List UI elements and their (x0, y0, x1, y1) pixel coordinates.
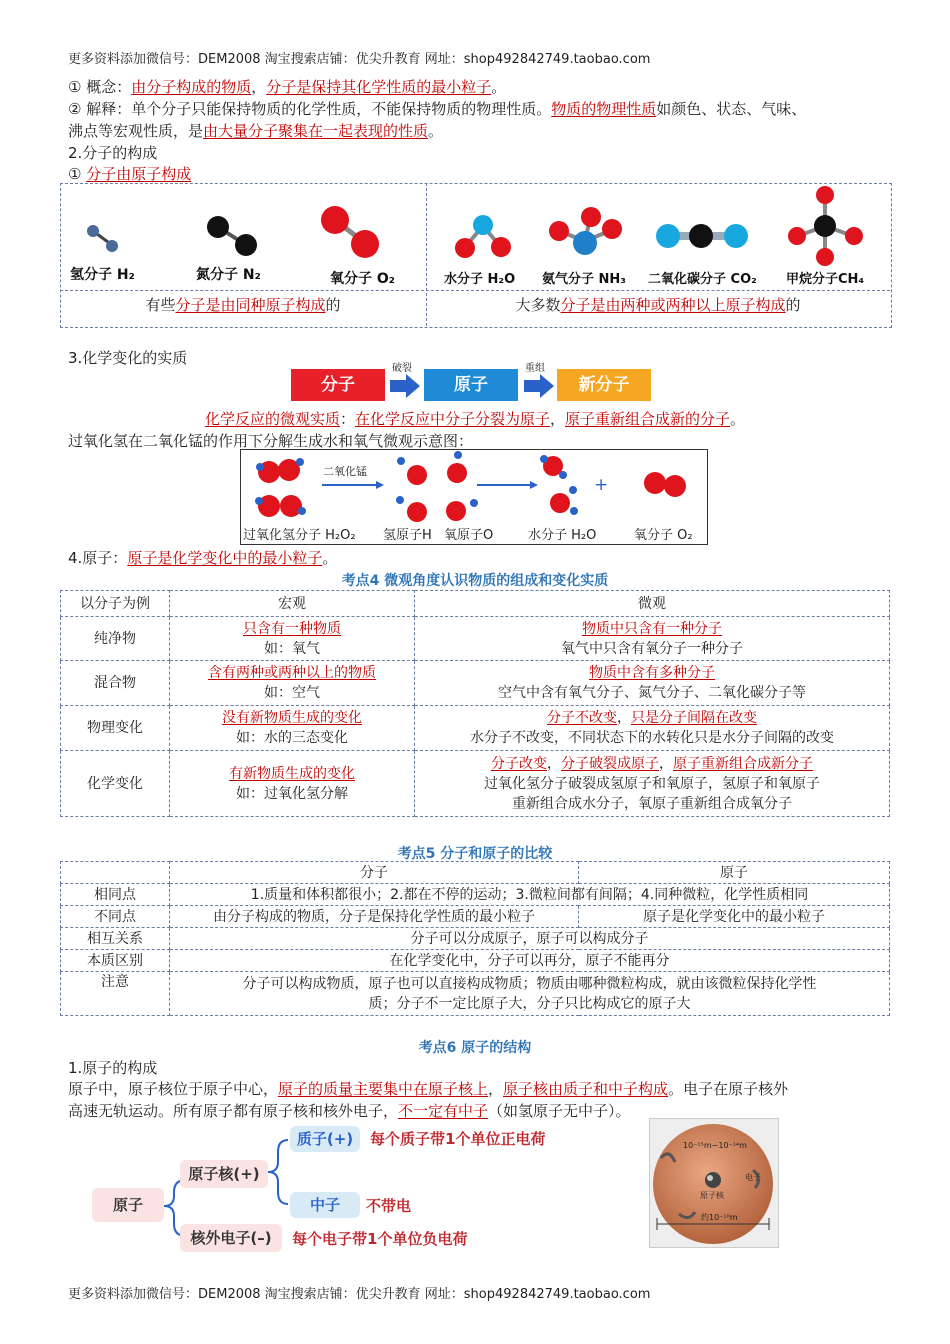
t4-micro-cell (415, 751, 890, 817)
explain-underlined-2: 由大量分子聚集在一起表现的性质 (203, 122, 429, 140)
t4-micro-cell (415, 706, 890, 751)
mol-right-underlined: 分子是由两种或两种以上原子构成 (560, 296, 786, 314)
t5-span-line-1: 分子可以构成物质，原子也可以直接构成物质；物质由哪种微粒构成，就由该微粒保持化学性 (242, 975, 817, 992)
section-6-subtitle: 1.原子的构成 (68, 1059, 158, 1077)
section-2-point (68, 164, 191, 184)
t4-macro-u: 只含有一种物质 (243, 620, 341, 637)
table-row (61, 751, 890, 817)
h2o2-molecule-2-icon (255, 495, 306, 517)
t5-header-1: 分子 (170, 862, 579, 884)
t4-header-0: 以分子为例 (61, 591, 170, 617)
essence-end: 。 (730, 410, 746, 428)
proton-box: 质子(+) (290, 1126, 360, 1152)
mol-left-post: 的 (325, 296, 341, 314)
section-4-line (68, 548, 337, 568)
essence-sep: ： (339, 410, 355, 428)
t5-atom-cell: 原子是化学变化中的最小粒子 (579, 906, 890, 928)
flow-new-molecule-box: 新分子 (557, 369, 651, 401)
water-molecules-icon (540, 455, 578, 515)
t5-row-name: 不同点 (61, 906, 170, 928)
mol-right-post: 的 (785, 296, 801, 314)
t5-span-cell: 分子可以分成原子，原子可以构成分子 (170, 928, 890, 950)
explain-line-1 (68, 99, 806, 119)
t4-macro-u: 含有两种或两种以上的物质 (208, 665, 376, 681)
electron-note: 每个电子带1个单位负电荷 (292, 1230, 468, 1248)
nh3-molecule-icon (549, 207, 622, 255)
explain-line-2 (68, 121, 443, 141)
t4-macro: 如：水的三态变化 (236, 730, 348, 746)
t4-header-1: 宏观 (170, 591, 415, 617)
section-3-title: 3.化学变化的实质 (68, 349, 188, 367)
t4-row-name: 纯净物 (61, 617, 170, 661)
concept-prefix: ① 概念： (68, 78, 132, 96)
essence-u1: 化学反应的微观实质 (204, 410, 340, 428)
page-header: 更多资料添加微信号：DEM2008 淘宝搜索店铺：优尖升教育 网址：shop492842749.taobao.com (68, 52, 651, 67)
t5-span-cell (170, 972, 890, 1016)
t5-span-line-2: 质；分子不一定比原子大，分子只比构成它的原子大 (368, 995, 691, 1012)
flow-arrow-1-icon (388, 374, 422, 398)
atom-text-u1: 原子的质量主要集中在原子核上 (278, 1080, 489, 1098)
atom-text-u2: 原子核由质子和中子构成 (503, 1080, 669, 1098)
label-o-atom: 氧原子O (444, 528, 494, 543)
t4-micro-sep: ， (617, 710, 631, 726)
h2o-molecule-icon (455, 215, 511, 258)
caption-o2: 氧分子 O₂ (330, 271, 395, 287)
section-5-heading: 考点5 分子和原子的比较 (397, 846, 553, 862)
neutron-note: 不带电 (366, 1197, 412, 1215)
t4-header-2: 微观 (415, 591, 890, 617)
h2o2-intro: 过氧化氢在二氧化锰的作用下分解生成水和氧气微观示意图： (68, 432, 474, 450)
atom-text-line2a: 高速无轨运动。所有原子都有原子核和核外电子， (68, 1102, 399, 1120)
s4-prefix: 4.原子： (68, 549, 128, 567)
atom-image-size1: 10⁻¹⁵m~10⁻¹⁴m (683, 1141, 747, 1150)
atom-text-b: 。电子在原子核外 (668, 1080, 789, 1098)
section-6-heading: 考点6 原子的结构 (418, 1040, 532, 1056)
electron-box: 核外电子(–) (180, 1224, 282, 1252)
t5-row-name: 注意 (61, 972, 170, 1016)
t4-micro: 水分子不改变，不同状态下的水转化只是水分子间隔的改变 (470, 730, 834, 746)
t4-row-name: 物理变化 (61, 706, 170, 751)
t4-micro: 空气中含有氧气分子、氮气分子、二氧化碳分子等 (498, 685, 806, 701)
concept-underlined-2: 分子是保持其化学性质的最小粒子 (266, 78, 492, 96)
table-molecule-atom-compare (60, 861, 890, 1016)
mol-left-caption (60, 294, 426, 315)
flow-atom-box: 原子 (424, 369, 518, 401)
table-row (61, 884, 890, 906)
concept-underlined-1: 由分子构成的物质 (131, 78, 252, 96)
caption-h2o: 水分子 H₂O (444, 272, 516, 287)
t5-row-name: 本质区别 (61, 950, 170, 972)
explain-prefix: ② 解释：单个分子只能保持物质的化学性质，不能保持物质的物理性质。 (68, 100, 552, 118)
t4-macro-cell (170, 751, 415, 817)
t4-macro: 如：空气 (264, 685, 320, 701)
s4-end: 。 (322, 549, 338, 567)
flow-molecule-box: 分子 (291, 369, 385, 401)
essence-line (0, 408, 950, 429)
proton-note: 每个质子带1个单位正电荷 (370, 1130, 546, 1148)
t5-row-name: 相互关系 (61, 928, 170, 950)
t4-micro-cell (415, 617, 890, 661)
explain-underlined-1: 物质的物理性质 (551, 100, 657, 118)
t4-micro-u2: 只是分子间隔在改变 (631, 710, 757, 726)
essence-u2: 在化学反应中分子分裂为原子 (354, 410, 550, 428)
atom-text-line2b: （如氢原子无中子）。 (488, 1102, 631, 1120)
split-atoms-icon (396, 451, 478, 522)
mol-right-pre: 大多数 (515, 296, 561, 314)
explain-line2a: 沸点等宏观性质，是 (68, 122, 204, 140)
table-row (61, 928, 890, 950)
essence-comma: ， (550, 410, 566, 428)
t5-header-2: 原子 (579, 862, 890, 884)
t5-row-name: 相同点 (61, 884, 170, 906)
t4-micro-sep: ， (659, 755, 673, 772)
t5-span-cell: 在化学变化中，分子可以再分，原子不能再分 (170, 950, 890, 972)
concept-end: 。 (491, 78, 507, 96)
atom-text-line-2 (68, 1101, 631, 1121)
t4-macro-cell (170, 617, 415, 661)
caption-h2: 氢分子 H₂ (70, 267, 135, 283)
section-4-heading: 考点4 微观角度认识物质的组成和变化实质 (341, 573, 609, 589)
atom-image-nucleus: 原子核 (700, 1191, 724, 1200)
t4-micro-u: 物质中只含有一种分子 (582, 620, 722, 637)
concept-line (68, 77, 506, 97)
t4-micro-u2: 分子破裂成原子 (561, 755, 659, 772)
caption-n2: 氮分子 N₂ (196, 267, 261, 283)
caption-nh3: 氨气分子 NH₃ (542, 272, 626, 287)
t4-micro-u1: 分子改变 (491, 755, 547, 772)
oxygen-molecule-icon (644, 472, 686, 497)
t4-micro-2: 重新组合成水分子，氧原子重新组合成氧分子 (512, 795, 792, 812)
flow-arrow-2-icon (522, 374, 556, 398)
t4-micro-u3: 原子重新组合成新分子 (673, 755, 813, 772)
h2-molecule-icon (87, 225, 118, 252)
t4-macro-u: 没有新物质生成的变化 (222, 710, 362, 726)
table-row (61, 906, 890, 928)
table-row (61, 950, 890, 972)
essence-u3: 原子重新组合成新的分子 (565, 410, 731, 428)
atom-image-electron: 电子 (745, 1173, 761, 1182)
caption-co2: 二氧化碳分子 CO₂ (648, 272, 757, 287)
s4-underlined: 原子是化学变化中的最小粒子 (127, 549, 323, 567)
table-row (61, 617, 890, 661)
caption-ch4: 甲烷分子CH₄ (786, 272, 865, 287)
label-h2o2: 过氧化氢分子 H₂O₂ (243, 528, 356, 543)
t4-macro-u: 有新物质生成的变化 (229, 765, 355, 782)
atom-image-size2: 约10⁻¹⁰m (701, 1213, 738, 1222)
o2-molecule-icon (321, 206, 379, 258)
mol-right-caption (426, 294, 890, 315)
t4-macro: 如：氧气 (264, 640, 320, 657)
s2-prefix: ① (68, 165, 87, 183)
atom-text-sep: ， (488, 1080, 504, 1098)
t4-micro-sep: ， (547, 755, 561, 772)
mol-left-pre: 有些 (145, 296, 176, 314)
t4-micro-cell (415, 661, 890, 706)
t5-span-cell: 1.质量和体积都很小；2.都在不停的运动；3.微粒间都有间隔；4.同种微粒，化学性质相同 (170, 884, 890, 906)
table-micro-macro (60, 590, 890, 817)
co2-molecule-icon (656, 224, 748, 248)
catalyst-label: 二氧化锰 (323, 465, 367, 478)
s2-underlined: 分子由原子构成 (86, 165, 192, 183)
t4-row-name: 混合物 (61, 661, 170, 706)
concept-sep: ， (251, 78, 267, 96)
molecules-caption-line (60, 290, 890, 291)
t4-macro-cell (170, 661, 415, 706)
n2-molecule-icon (207, 216, 257, 256)
atom-text-u3: 不一定有中子 (398, 1102, 489, 1120)
t4-macro-cell (170, 706, 415, 751)
table-row (61, 972, 890, 1016)
flow-arrow-1-label: 破裂 (392, 363, 412, 374)
t5-header-0 (61, 862, 170, 884)
t4-micro: 过氧化氢分子破裂成氢原子和氧原子，氢原子和氧原子 (484, 775, 820, 792)
table-row (61, 706, 890, 751)
t4-macro: 如：过氧化氢分解 (236, 785, 348, 802)
explain-mid: 如颜色、状态、气味、 (656, 100, 807, 118)
t4-micro-u: 物质中含有多种分子 (589, 665, 715, 681)
label-h2o: 水分子 H₂O (528, 528, 597, 543)
t4-micro: 氧气中只含有氧分子一种分子 (561, 640, 743, 657)
section-2-title: 2.分子的构成 (68, 144, 158, 162)
page-footer: 更多资料添加微信号：DEM2008 淘宝搜索店铺：优尖升教育 网址：shop492842749.taobao.com (68, 1287, 651, 1302)
label-h-atom: 氢原子H (383, 528, 432, 543)
neutron-box: 中子 (290, 1192, 360, 1218)
atom-text-line-1 (68, 1079, 788, 1099)
ch4-molecule-icon (788, 186, 863, 266)
plus-sign: + (594, 475, 609, 495)
nucleus-box: 原子核(+) (180, 1160, 268, 1188)
label-o2: 氧分子 O₂ (634, 528, 693, 543)
mol-left-underlined: 分子是由同种原子构成 (175, 296, 326, 314)
explain-end: 。 (428, 122, 444, 140)
h2o2-diagram (240, 449, 706, 523)
atom-root-box: 原子 (92, 1188, 164, 1222)
t5-molecule-cell: 由分子构成的物质，分子是保持化学性质的最小粒子 (170, 906, 579, 928)
table-row (61, 661, 890, 706)
t4-micro-u1: 分子不改变 (547, 710, 617, 726)
t4-row-name: 化学变化 (61, 751, 170, 817)
atom-text-a: 原子中，原子核位于原子中心， (68, 1080, 279, 1098)
h2o2-molecule-1-icon (256, 458, 304, 483)
flow-arrow-2-label: 重组 (525, 363, 545, 374)
